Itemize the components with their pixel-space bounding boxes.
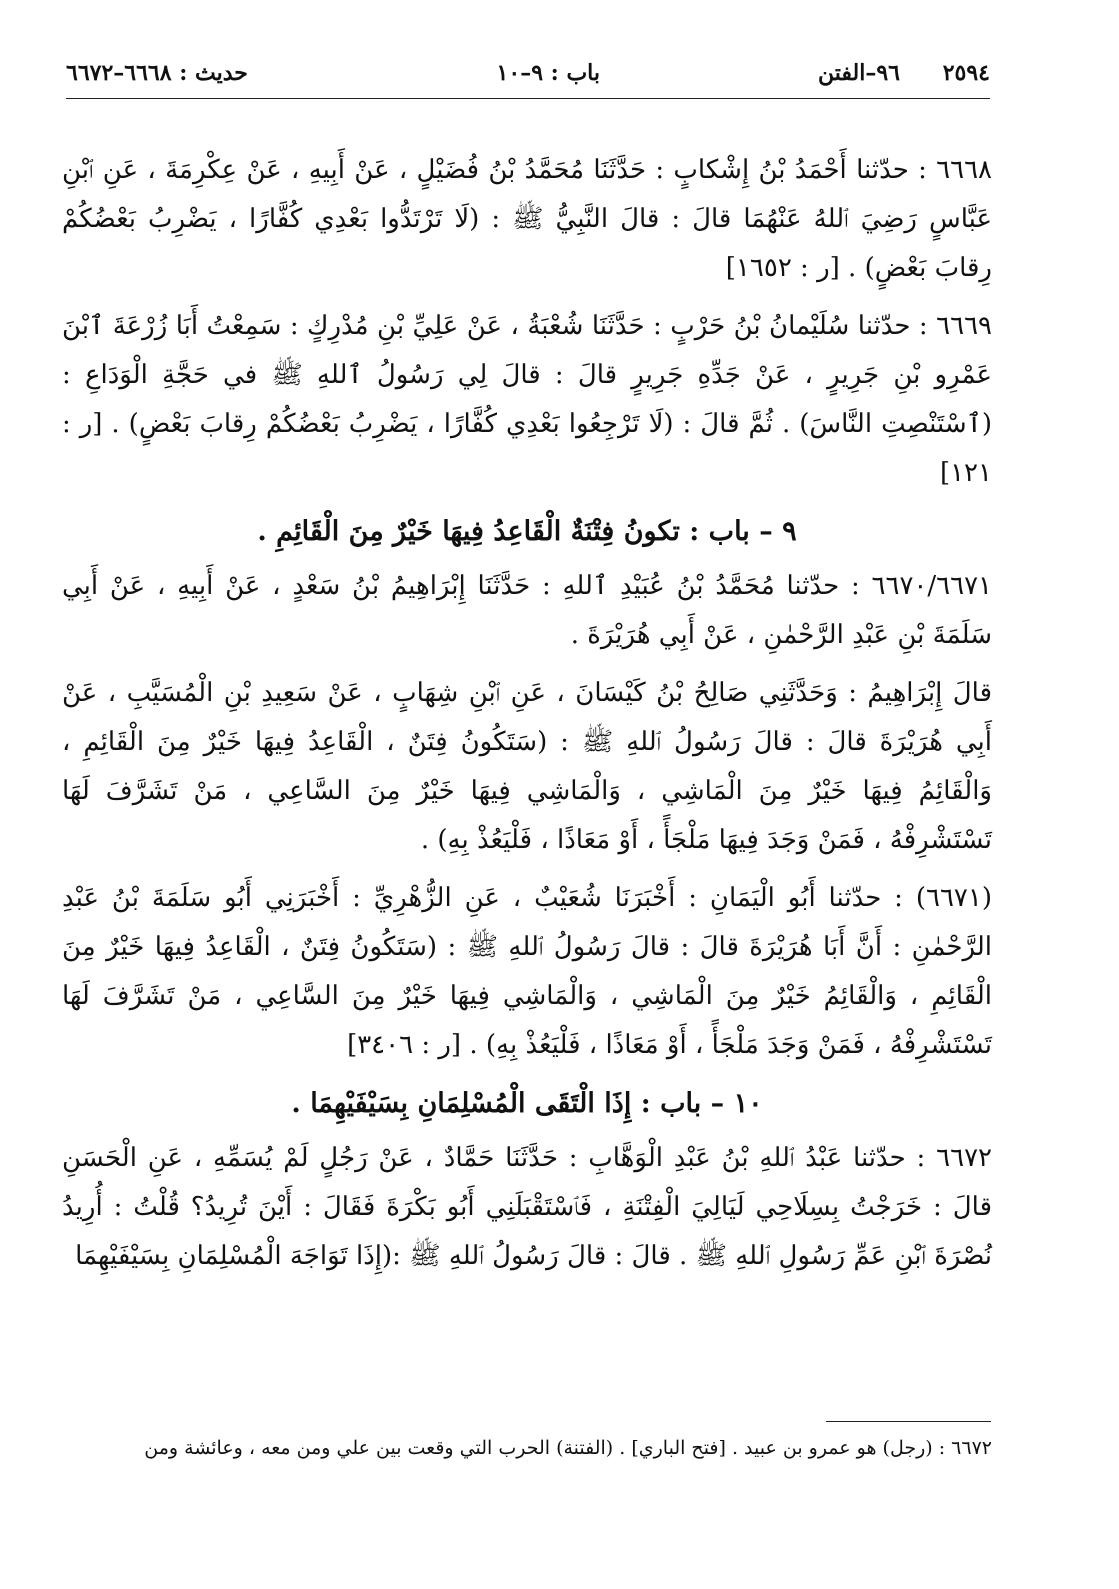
hadith-range: حديث : ٦٦٦٨–٦٦٧٢ — [66, 60, 248, 86]
main-text — [62, 146, 992, 1290]
page-number: ٢٥٩٤ — [942, 60, 990, 86]
hadith-6671: (٦٦٧١) : حدّثنا أَبُو الْيَمَانِ : أَخْبَرَنَا شُعَيْبٌ ، عَنِ الزُّهْرِيِّ : أَخْبَرَنِي أَبُو سَلَمَةَ بْنُ عَبْدِ الرَّحْمٰنِ : أَنَّ أَبَا هُرَيْرَةَ قالَ : قالَ رَسُولُ ٱللهِ ﷺ : (سَتَكُونُ فِتَنٌ ، الْقَاعِدُ فِيهَا خَيْرٌ مِنَ الْقَائِمِ ، وَالْقَائِمُ خَيْرٌ مِنَ الْمَاشِي ، وَالْمَاشِي فِيهَا خَيْرٌ مِنَ السَّاعِي ، مَنْ تَشَرَّفَ لَهَا تَسْتَشْرِفْهُ ، فَمَنْ وَجَدَ مَلْجَأً ، أَوْ مَعَاذًا ، فَلْيَعُذْ بِهِ) . [ر : ٣٤٠٦] — [62, 883, 992, 1060]
hadith-6672: ٦٦٧٢ : حدّثنا عَبْدُ ٱللهِ بْنُ عَبْدِ الْوَهَّابِ : حَدَّثَنَا حَمَّادٌ ، عَنْ رَجُلٍ لَمْ يُسَمِّهِ ، عَنِ الْحَسَنِ قالَ : خَرَجْتُ بِسِلَاحِي لَيَالِيَ الْفِتْنَةِ ، فَٱسْتَقْبَلَنِي أَبُو بَكْرَةَ فَقَالَ : أَيْنَ تُرِيدُ؟ قُلْتُ : أُرِيدُ نُصْرَةَ ٱبْنِ عَمِّ رَسُولِ ٱللهِ ﷺ . قالَ : قالَ رَسُولُ ٱللهِ ﷺ :(إِذَا تَوَاجَهَ الْمُسْلِمَانِ بِسَيْفَيْهِمَا — [62, 1143, 992, 1271]
page-header — [66, 54, 990, 94]
hadith-6668: ٦٦٦٨ : حدّثنا أَحْمَدُ بْنُ إِشْكابٍ : حَدَّثَنَا مُحَمَّدُ بْنُ فُضَيْلٍ ، عَنْ أَبِيهِ ، عَنْ عِكْرِمَةَ ، عَنِ ٱبْنِ عَبَّاسٍ رَضِيَ ٱللهُ عَنْهُمَا قالَ : قالَ النَّبِيُّ ﷺ : (لَا تَرْتَدُّوا بَعْدِي كُفَّارًا ، يَضْرِبُ بَعْضُكُمْ رِقابَ بَعْضٍ) . [ر : ١٦٥٢] — [62, 155, 992, 283]
book-title: ٩٦–الفتن — [818, 60, 900, 86]
hadith-6669: ٦٦٦٩ : حدّثنا سُلَيْمانُ بْنُ حَرْبٍ : حَدَّثَنَا شُعْبَةُ ، عَنْ عَلِيِّ بْنِ مُدْرِكٍ : سَمِعْتُ أَبَا زُرْعَةَ ٱبْنَ عَمْرِو بْنِ جَرِيرٍ ، عَنْ جَدِّهِ جَرِيرٍ قالَ : قالَ لِي رَسُولُ ٱللهِ ﷺ في حَجَّةِ الْوَدَاعِ : (ٱسْتَنْصِتِ النَّاسَ) . ثُمَّ قالَ : (لَا تَرْجِعُوا بَعْدِي كُفَّارًا ، يَضْرِبُ بَعْضُكُمْ رِقابَ بَعْضٍ) . [ر : ١٢١] — [62, 311, 992, 488]
bab-9-title: ٩ – باب : تكونُ فِتْنَةٌ الْقَاعِدُ فِيهَا خَيْرٌ مِنَ الْقَائِمِ . — [257, 516, 797, 547]
bab-range: باب : ٩–١٠ — [496, 60, 600, 86]
hadith-6670: ٦٦٧٠/٦٦٧١ : حدّثنا مُحَمَّدُ بْنُ عُبَيْدِ ٱللهِ : حَدَّثَنَا إِبْرَاهِيمُ بْنُ سَعْدٍ ، عَنْ أَبِيهِ ، عَنْ أَبِي سَلَمَةَ بْنِ عَبْدِ الرَّحْمٰنِ ، عَنْ أَبِي هُرَيْرَةَ . — [62, 571, 992, 650]
footnote-divider — [826, 1421, 991, 1422]
footnote: ٦٦٧٢ : (رجل) هو عمرو بن عبيد . [فتح الباري] . (الفتنة) الحرب التي وقعت بين علي ومن معه ، وعائشة ومن — [144, 1437, 992, 1459]
bab-10-title: ١٠ – باب : إِذَا الْتَقَى الْمُسْلِمَانِ بِسَيْفَيْهِمَا . — [291, 1088, 763, 1119]
header-divider — [66, 98, 990, 99]
hadith-6670-continued: قالَ إِبْرَاهِيمُ : وَحَدَّثَنِي صَالِحُ بْنُ كَيْسَانَ ، عَنِ ٱبْنِ شِهَابٍ ، عَنْ سَعِيدِ بْنِ الْمُسَيَّبِ ، عَنْ أَبِي هُرَيْرَةَ قالَ : قالَ رَسُولُ ٱللهِ ﷺ : (سَتَكُونُ فِتَنٌ ، الْقَاعِدُ فِيهَا خَيْرٌ مِنَ الْقَائِمِ ، وَالْقَائِمُ فِيهَا خَيْرٌ مِنَ الْمَاشِي ، وَالْمَاشِي فِيهَا خَيْرٌ مِنَ السَّاعِي ، مَنْ تَشَرَّفَ لَهَا تَسْتَشْرِفْهُ ، فَمَنْ وَجَدَ فِيهَا مَلْجَأً ، أَوْ مَعَاذًا ، فَلْيَعُذْ بِهِ) . — [62, 678, 992, 855]
